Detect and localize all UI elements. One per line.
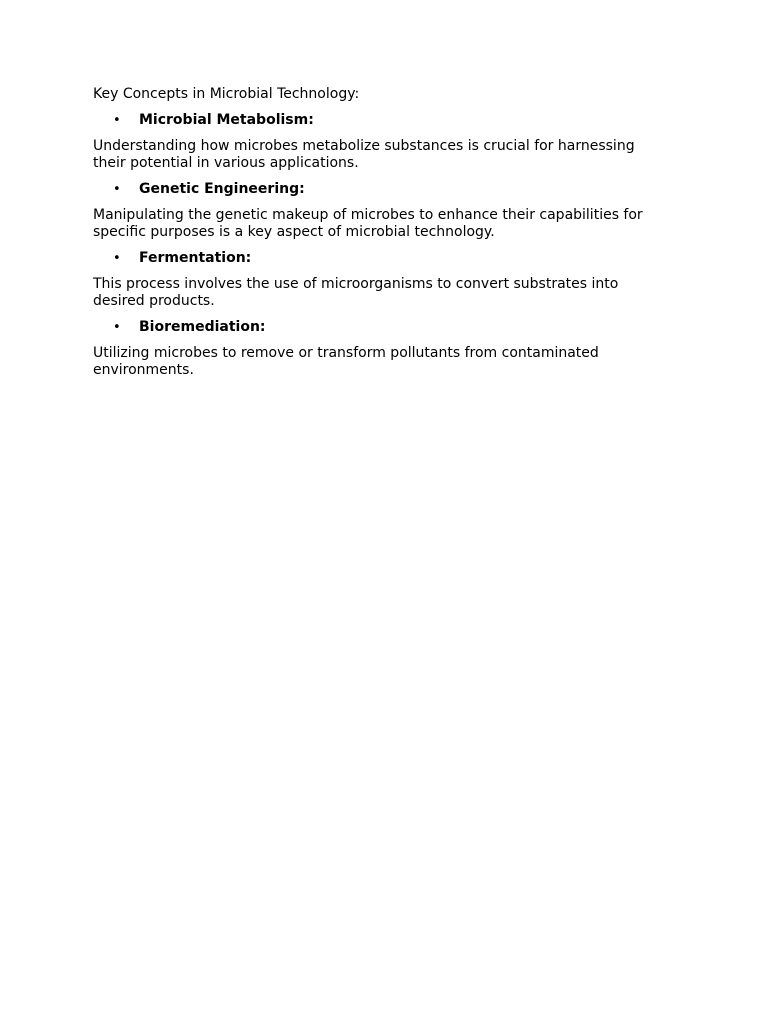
section-heading: Microbial Metabolism:	[139, 112, 314, 128]
document-intro: Key Concepts in Microbial Technology:	[93, 86, 360, 102]
bullet-icon: •	[113, 251, 121, 266]
section-heading: Fermentation:	[139, 250, 252, 266]
bullet-icon: •	[113, 113, 121, 128]
section-description: This process involves the use of microorganisms to convert substrates into desired products.	[93, 276, 619, 309]
bullet-icon: •	[113, 320, 121, 335]
section-description: Utilizing microbes to remove or transform pollutants from contaminated environments.	[93, 345, 599, 378]
bullet-item	[93, 319, 668, 336]
section-genetic-engineering	[93, 181, 668, 241]
section-fermentation	[93, 250, 668, 310]
document-page	[93, 86, 668, 379]
section-heading: Genetic Engineering:	[139, 181, 305, 197]
section-bioremediation	[93, 319, 668, 379]
section-description: Understanding how microbes metabolize substances is crucial for harnessing their potential in various applications.	[93, 138, 635, 171]
bullet-icon: •	[113, 182, 121, 197]
section-microbial-metabolism	[93, 112, 668, 172]
bullet-item	[93, 112, 668, 129]
section-heading: Bioremediation:	[139, 319, 266, 335]
section-description: Manipulating the genetic makeup of microbes to enhance their capabilities for specific purposes is a key aspect of microbial technology.	[93, 207, 643, 240]
bullet-item	[93, 250, 668, 267]
bullet-item	[93, 181, 668, 198]
